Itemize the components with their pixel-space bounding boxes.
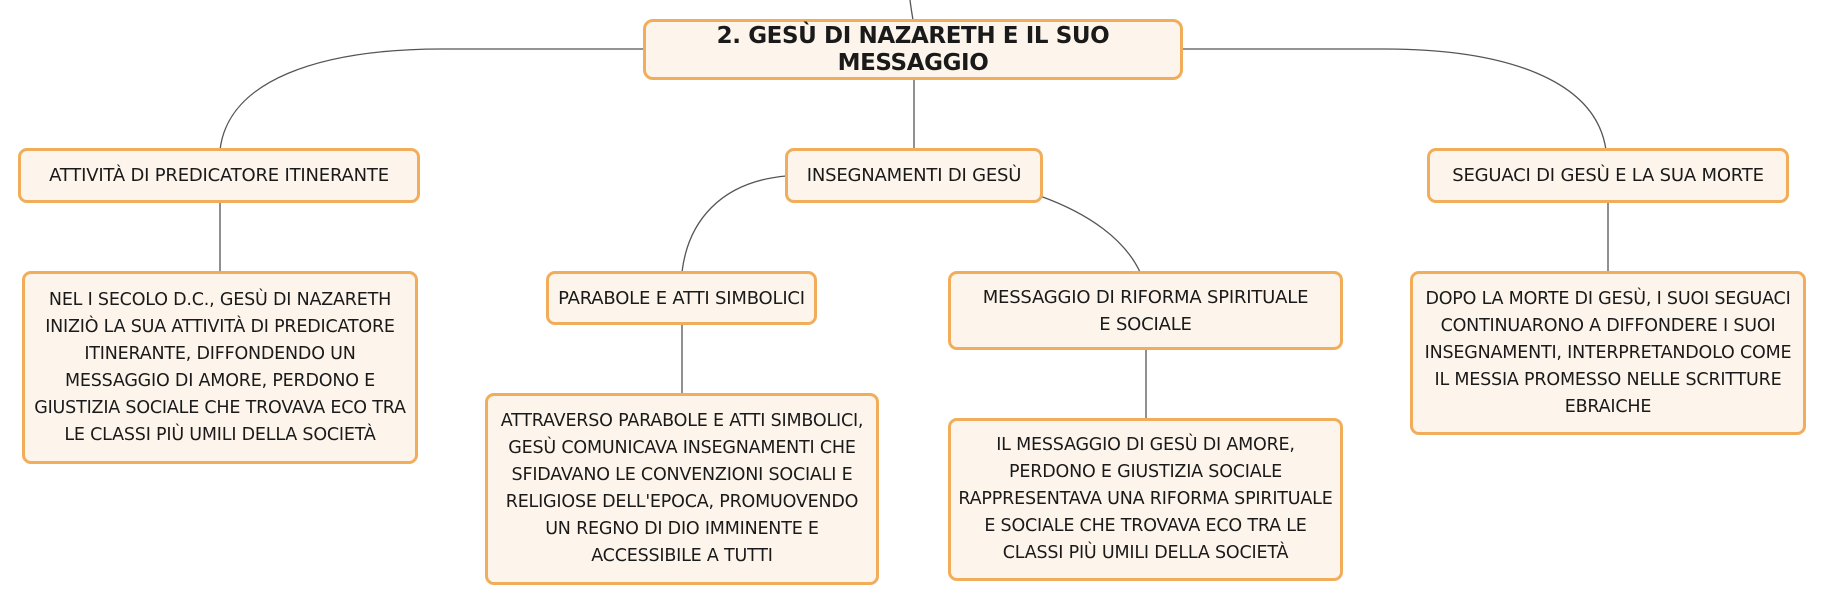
connector-teachings-to-parables (682, 176, 786, 272)
root-node-label: 2. GESÙ DI NAZARETH E IL SUO MESSAGGIO (716, 22, 1110, 76)
subtopic-node-reform[interactable] (948, 271, 1343, 350)
topic-node-followers[interactable] (1427, 148, 1789, 203)
topic-node-activity[interactable] (18, 148, 420, 203)
detail-node-followers[interactable] (1410, 271, 1806, 435)
connector-parent-to-root (910, 0, 913, 20)
connector-root-to-followers (1181, 49, 1606, 150)
detail-node-parables-text: ATTRAVERSO PARABOLE E ATTI SIMBOLICI, GESÙ COMUNICAVA INSEGNAMENTI CHE SFIDAVANO LE CONVENZIONI SOCIALI E RELIGIOSE DELL'EPOCA, PROMUOVENDO UN REGNO DI DIO IMMINENTE E ACCESSIBILE A TUTTI (500, 411, 864, 566)
topic-node-followers-label: SEGUACI DI GESÙ E LA SUA MORTE (1452, 165, 1764, 186)
subtopic-node-parables[interactable] (546, 271, 817, 325)
detail-node-followers-text: DOPO LA MORTE DI GESÙ, I SUOI SEGUACI CONTINUARONO A DIFFONDERE I SUOI INSEGNAMENTI, INTERPRETANDOLO COME IL MESSIA PROMESSO NELLE SCRITTURE EBRAICHE (1424, 288, 1792, 417)
topic-node-activity-label: ATTIVITÀ DI PREDICATORE ITINERANTE (49, 165, 389, 186)
detail-node-parables[interactable] (485, 393, 879, 585)
detail-node-activity[interactable] (22, 271, 418, 464)
topic-node-teachings-label: INSEGNAMENTI DI GESÙ (806, 165, 1022, 186)
topic-node-teachings[interactable] (785, 148, 1043, 203)
detail-node-reform[interactable] (948, 418, 1343, 581)
connector-teachings-to-reform (1040, 196, 1140, 272)
subtopic-node-parables-label: PARABOLE E ATTI SIMBOLICI (558, 287, 805, 309)
subtopic-node-reform-label: MESSAGGIO DI RIFORMA SPIRITUALE E SOCIALE (982, 286, 1309, 335)
root-node[interactable] (643, 19, 1183, 80)
connector-root-to-activity (220, 49, 645, 150)
detail-node-activity-text: NEL I SECOLO D.C., GESÙ DI NAZARETH INIZIÒ LA SUA ATTIVITÀ DI PREDICATORE ITINERANTE, DIFFONDENDO UN MESSAGGIO DI AMORE, PERDONO E GIUSTIZIA SOCIALE CHE TROVAVA ECO TRA LE CLASSI PIÙ UMILI DELLA SOCIETÀ (34, 289, 406, 445)
detail-node-reform-text: IL MESSAGGIO DI GESÙ DI AMORE, PERDONO E GIUSTIZIA SOCIALE RAPPRESENTAVA UNA RIFORMA SPIRITUALE E SOCIALE CHE TROVAVA ECO TRA LE CLASSI PIÙ UMILI DELLA SOCIETÀ (958, 435, 1333, 563)
